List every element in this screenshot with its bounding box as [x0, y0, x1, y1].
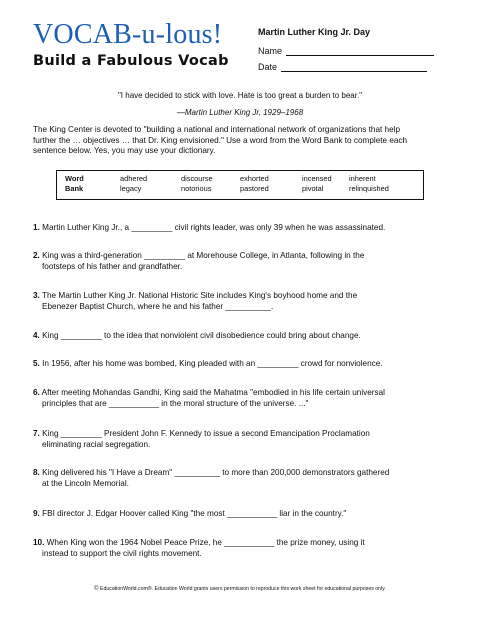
worksheet-title: Martin Luther King Jr. Day: [258, 27, 371, 37]
question-10: [33, 537, 453, 559]
question-number: 9.: [33, 509, 40, 518]
name-row: [258, 46, 434, 56]
question-6: [33, 387, 453, 409]
quote-attribution: —Martin Luther King Jr, 1929–1968: [176, 108, 304, 117]
word-bank-word: legacy: [120, 184, 142, 193]
worksheet-header: [258, 27, 434, 78]
date-label: Date: [258, 62, 278, 72]
question-text-continued: at the Lincoln Memorial.: [42, 479, 129, 488]
word-bank-word: pastored: [240, 184, 269, 193]
word-bank-word: adhered: [120, 174, 148, 183]
question-7: [33, 428, 453, 450]
question-4: [33, 330, 453, 341]
instructions-line: The King Center is devoted to "building a national and international network of organizations that help: [33, 125, 401, 134]
question-text: When King won the 1964 Nobel Peace Prize, he ___________ the prize money, using it: [46, 538, 365, 547]
vocabulous-logo: [33, 20, 229, 69]
question-1: [33, 222, 453, 233]
question-text: Martin Luther King Jr., a _________ civil rights leader, was only 39 when he was assassinated.: [42, 223, 386, 232]
date-row: [258, 62, 434, 72]
question-text: FBI director J. Edgar Hoover called King "the most ___________ liar in the country.": [42, 509, 347, 518]
word-bank-label-line: Bank: [65, 184, 84, 193]
word-bank-word: discourse: [181, 174, 213, 183]
logo-subtitle: Build a Fabulous Vocab: [33, 53, 229, 69]
word-bank-word: notorious: [181, 184, 212, 193]
question-text-continued: Ebenezer Baptist Church, where he and his father __________.: [42, 302, 274, 311]
question-text: King _________ President John F. Kennedy to issue a second Emancipation Proclamation: [42, 429, 370, 438]
question-text-continued: eliminating racial segregation.: [42, 440, 151, 449]
question-number: 3.: [33, 291, 40, 300]
question-text: King delivered his "I Have a Dream" __________ to more than 200,000 demonstrators gathered: [42, 468, 390, 477]
question-text: The Martin Luther King Jr. National Historic Site includes King's boyhood home and the: [41, 291, 358, 300]
word-bank-word: pivotal: [302, 184, 324, 193]
question-number: 6.: [33, 388, 40, 397]
question-3: [33, 290, 453, 312]
copyright-footer: [0, 586, 480, 592]
question-8: [33, 467, 453, 489]
question-text: In 1956, after his home was bombed, King pleaded with an _________ crowd for nonviolence.: [42, 359, 383, 368]
instructions-line: sentence below. Yes, you may use your dictionary.: [33, 146, 216, 155]
name-line[interactable]: [286, 46, 434, 56]
word-bank-word: incensed: [302, 174, 332, 183]
question-2: [33, 250, 453, 272]
logo-title: VOCAB-u-lous!: [33, 19, 223, 50]
question-text-continued: instead to support the civil rights movement.: [42, 549, 202, 558]
instructions: [33, 125, 453, 157]
question-number: 2.: [33, 251, 40, 260]
question-number: 1.: [33, 223, 40, 232]
date-line[interactable]: [281, 62, 427, 72]
question-text: King _________ to the idea that nonviolent civil disobedience could bring about change.: [42, 331, 361, 340]
word-bank-word: relinquished: [349, 184, 389, 193]
question-number: 5.: [33, 359, 40, 368]
name-label: Name: [258, 46, 283, 56]
question-9: [33, 508, 453, 519]
question-number: 8.: [33, 468, 40, 477]
word-bank-word: inherent: [349, 174, 376, 183]
question-number: 4.: [33, 331, 40, 340]
question-text: King was a third-generation _________ at Morehouse College, in Atlanta, following in the: [42, 251, 365, 260]
question-number: 7.: [33, 429, 40, 438]
footer-text: EducationWorld.com®. Education World grants users permission to reproduce this work sheet for educational purposes only.: [100, 586, 386, 592]
copyright-icon: ©: [94, 586, 99, 592]
word-bank-label: [65, 174, 84, 194]
question-5: [33, 358, 453, 369]
instructions-line: further the … objectives … that Dr. King envisioned." Use a word from the Word Bank to complete each: [33, 135, 408, 145]
word-bank: [56, 170, 424, 200]
question-text: After meeting Mohandas Gandhi, King said the Mahatma "embodied in his life certain universal: [41, 388, 386, 397]
word-bank-word: exhorted: [240, 174, 269, 183]
question-text-continued: footsteps of his father and grandfather.: [42, 262, 183, 271]
word-bank-label-line: Word: [65, 174, 84, 183]
question-text-continued: principles that are ___________ in the moral structure of the universe. ...": [42, 399, 309, 408]
quote-text: "I have decided to stick with love. Hate is too great a burden to bear.": [117, 91, 363, 100]
question-number: 10.: [33, 538, 45, 547]
